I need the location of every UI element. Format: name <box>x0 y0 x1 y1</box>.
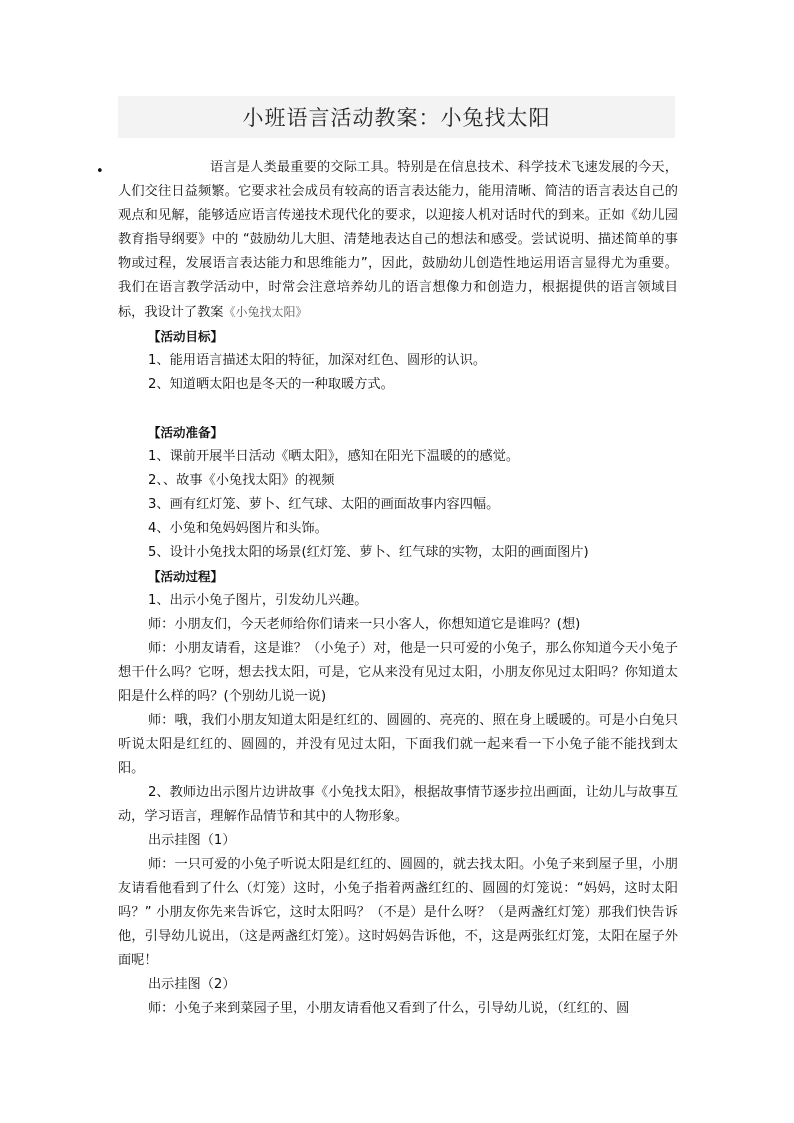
process-paragraph: 师：小朋友请看，这是谁？（小兔子）对，他是一只可爱的小兔子，那么你知道今天小兔子想干什么吗？它呀，想去找太阳，可是，它从来没有见过太阳，小朋友你见过太阳吗？你知道太阳是什么样的吗？(个别幼儿说一说) <box>118 641 678 704</box>
intro-text: 语言是人类最重要的交际工具。特别是在信息技术、科学技术飞速发展的今天，人们交往日益频繁。它要求社会成员有较高的语言表达能力，能用清晰、简洁的语言表达自己的观点和见解，能够适应语言传递技术现代化的要求，以迎接人机对话时代的到来。正如《幼儿园教育指导纲要》中的 “鼓励幼儿大胆、清楚地表达自己的想法和感受。尝试说明、描述简单的事物或过程，发展语言表达能力和思维能力”，因此，鼓励幼儿创造性地运用语言显得尤为重要。 我们在语言教学活动中，时常会注意培养幼儿的语言想像力和创造力，根据提供的语言领域目标，我设计了教案 <box>118 160 678 320</box>
process-paragraph: 2、教师边出示图片边讲故事《小兔找太阳》，根据故事情节逐步拉出画面，让幼儿与故事互动，学习语言，理解作品情节和其中的人物形象。 <box>118 785 678 824</box>
title-banner <box>118 96 675 138</box>
intro-paragraph <box>118 156 678 325</box>
lesson-name: 《小兔找太阳》 <box>223 305 308 319</box>
prep-heading: 【活动准备】 <box>148 425 224 440</box>
prep-item: 3、画有红灯笼、萝卜、红气球、太阳的画面故事内容四幅。 <box>148 497 500 512</box>
process-paragraph: 师：哦，我们小朋友知道太阳是红红的、圆圆的、亮亮的、照在身上暖暖的。可是小白兔只听说太阳是红红的、圆圆的，并没有见过太阳，下面我们就一起来看一下小兔子能不能找到太阳。 <box>118 713 678 776</box>
spacer <box>118 397 678 421</box>
process-heading: 【活动过程】 <box>148 569 224 584</box>
goal-item: 2、知道晒太阳也是冬天的一种取暖方式。 <box>148 377 394 392</box>
goal-item: 1、能用语言描述太阳的特征，加深对红色、圆形的认识。 <box>148 353 487 368</box>
process-paragraph: 师：小兔子来到菜园子里，小朋友请看他又看到了什么，引导幼儿说，（红红的、圆 <box>148 1001 630 1016</box>
document-body <box>118 156 678 1021</box>
chart-caption: 出示挂图（2） <box>148 977 236 992</box>
process-step: 1、出示小兔子图片，引发幼儿兴趣。 <box>148 593 368 608</box>
process-paragraph: 师：一只可爱的小兔子听说太阳是红红的、圆圆的，就去找太阳。小兔子来到屋子里，小朋友请看他看到了什么（灯笼）这时，小兔子指着两盏红红的、圆圆的灯笼说：“妈妈，这时太阳吗？” 小朋友你先来告诉它，这时太阳吗？（不是）是什么呀？（是两盏红灯笼）那我们快告诉他，引导幼儿说出，（这是两盏红灯笼）。这时妈妈告诉他，不，这是两张红灯笼，太阳在屋子外面呢！ <box>118 857 678 968</box>
chart-caption: 出示挂图（1） <box>148 833 236 848</box>
process-paragraph: 师：小朋友们，今天老师给你们请来一只小客人，你想知道它是谁吗？(想) <box>148 617 581 632</box>
list-bullet: • <box>96 164 104 179</box>
prep-item: 4、小兔和兔妈妈图片和头饰。 <box>148 521 328 536</box>
prep-item: 1、课前开展半日活动《晒太阳》，感知在阳光下温暖的的感觉。 <box>148 449 520 464</box>
goals-heading: 【活动目标】 <box>148 329 224 344</box>
page-title: 小班语言活动教案：小兔找太阳 <box>242 106 551 130</box>
prep-item: 5、设计小兔找太阳的场景(红灯笼、萝卜、红气球的实物，太阳的画面图片) <box>148 545 589 560</box>
prep-item: 2、、故事《小兔找太阳》的视频 <box>148 473 335 488</box>
